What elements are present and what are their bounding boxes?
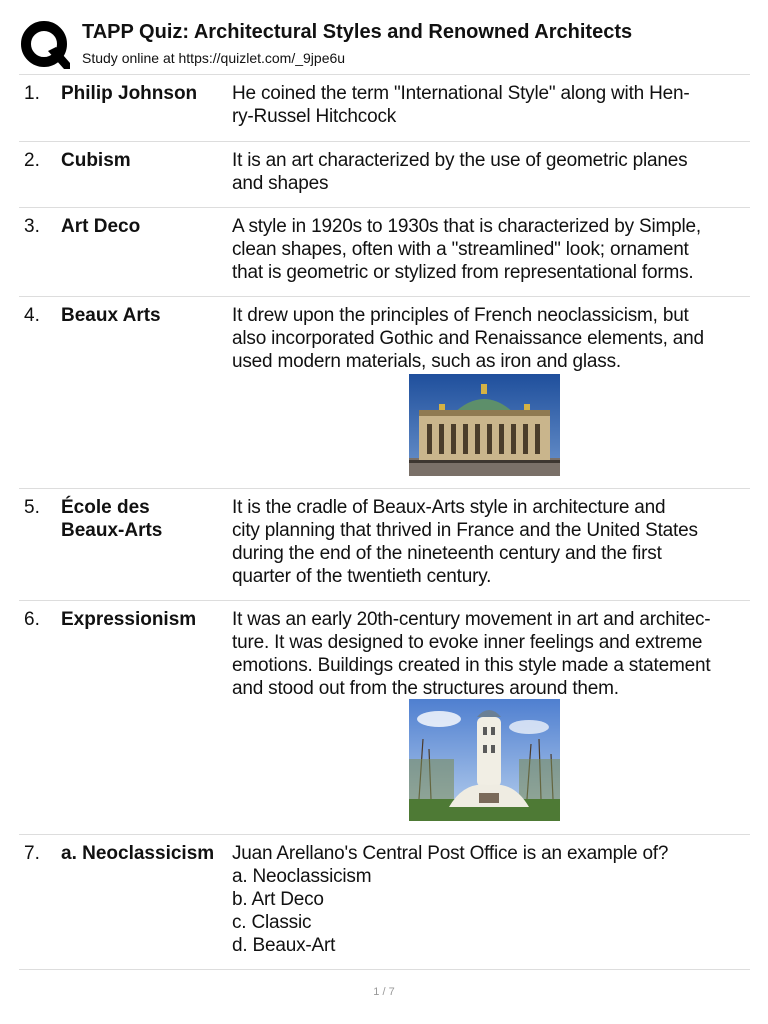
term-line: a. Neoclassicism — [61, 843, 215, 864]
definition-line: city planning that thrived in France and the United States — [232, 520, 698, 541]
flashcard-row — [19, 489, 750, 601]
definition-line: It is an art characterized by the use of geometric planes — [232, 150, 688, 171]
flashcard-row — [19, 601, 750, 835]
item-number: 3. — [24, 216, 40, 237]
flashcard-row — [19, 297, 750, 489]
definition-line: and stood out from the structures around them. — [232, 678, 619, 699]
definition-line: A style in 1920s to 1930s that is characterized by Simple, — [232, 216, 701, 237]
item-number: 6. — [24, 609, 40, 630]
term-line: Expressionism — [61, 609, 197, 630]
term-text — [61, 304, 231, 327]
flashcard-row — [19, 835, 750, 970]
definition-text — [232, 608, 746, 700]
term-line: Cubism — [61, 150, 131, 171]
item-number: 5. — [24, 497, 40, 518]
term-text — [61, 496, 231, 542]
term-line: Beaux-Arts — [61, 520, 163, 541]
definition-line: emotions. Buildings created in this style made a statement — [232, 655, 711, 676]
definition-line: b. Art Deco — [232, 889, 324, 910]
quizlet-logo-icon — [20, 21, 70, 71]
item-number: 2. — [24, 150, 40, 171]
term-line: Art Deco — [61, 216, 141, 237]
definition-line: d. Beaux-Art — [232, 935, 336, 956]
definition-line: Juan Arellano's Central Post Office is an example of? — [232, 843, 669, 864]
study-link-text: Study online at https://quizlet.com/_9jpe6u — [82, 50, 346, 66]
term-text — [61, 215, 231, 238]
definition-line: It is the cradle of Beaux-Arts style in architecture and — [232, 497, 666, 518]
definition-line: clean shapes, often with a "streamlined" look; ornament — [232, 239, 689, 260]
flashcard-row — [19, 75, 750, 142]
definition-line: ry-Russel Hitchcock — [232, 106, 397, 127]
term-line: Beaux Arts — [61, 305, 161, 326]
page-number: 1 / 7 — [373, 986, 395, 998]
opera-garnier-image — [409, 374, 560, 476]
definition-line: during the end of the nineteenth century and the first — [232, 543, 662, 564]
item-number: 4. — [24, 305, 40, 326]
definition-line: He coined the term "International Style" along with Hen- — [232, 83, 690, 104]
definition-line: also incorporated Gothic and Renaissance elements, and — [232, 328, 704, 349]
term-text — [61, 149, 231, 172]
definition-line: that is geometric or stylized from representational forms. — [232, 262, 694, 283]
definition-line: ture. It was designed to evoke inner feelings and extreme — [232, 632, 703, 653]
term-line: École des — [61, 497, 150, 518]
definition-line: It drew upon the principles of French neoclassicism, but — [232, 305, 689, 326]
einstein-tower-image — [409, 699, 560, 821]
flashcard-row — [19, 142, 750, 208]
term-text — [61, 842, 231, 865]
definition-line: c. Classic — [232, 912, 312, 933]
term-text — [61, 82, 231, 105]
flashcard-list — [19, 74, 750, 970]
page-title: TAPP Quiz: Architectural Styles and Renowned Architects — [82, 21, 633, 43]
item-number: 1. — [24, 83, 40, 104]
definition-text — [232, 496, 746, 588]
flashcard-row — [19, 208, 750, 297]
definition-line: It was an early 20th-century movement in art and architec- — [232, 609, 711, 630]
term-line: Philip Johnson — [61, 83, 198, 104]
page-header — [0, 0, 768, 74]
definition-line: used modern materials, such as iron and glass. — [232, 351, 621, 372]
definition-line: quarter of the twentieth century. — [232, 566, 492, 587]
term-text — [61, 608, 231, 631]
definition-text — [232, 304, 746, 373]
item-number: 7. — [24, 843, 40, 864]
definition-text — [232, 82, 746, 128]
definition-line: a. Neoclassicism — [232, 866, 372, 887]
definition-text — [232, 842, 746, 957]
definition-text — [232, 149, 746, 195]
definition-line: and shapes — [232, 173, 329, 194]
definition-text — [232, 215, 746, 284]
